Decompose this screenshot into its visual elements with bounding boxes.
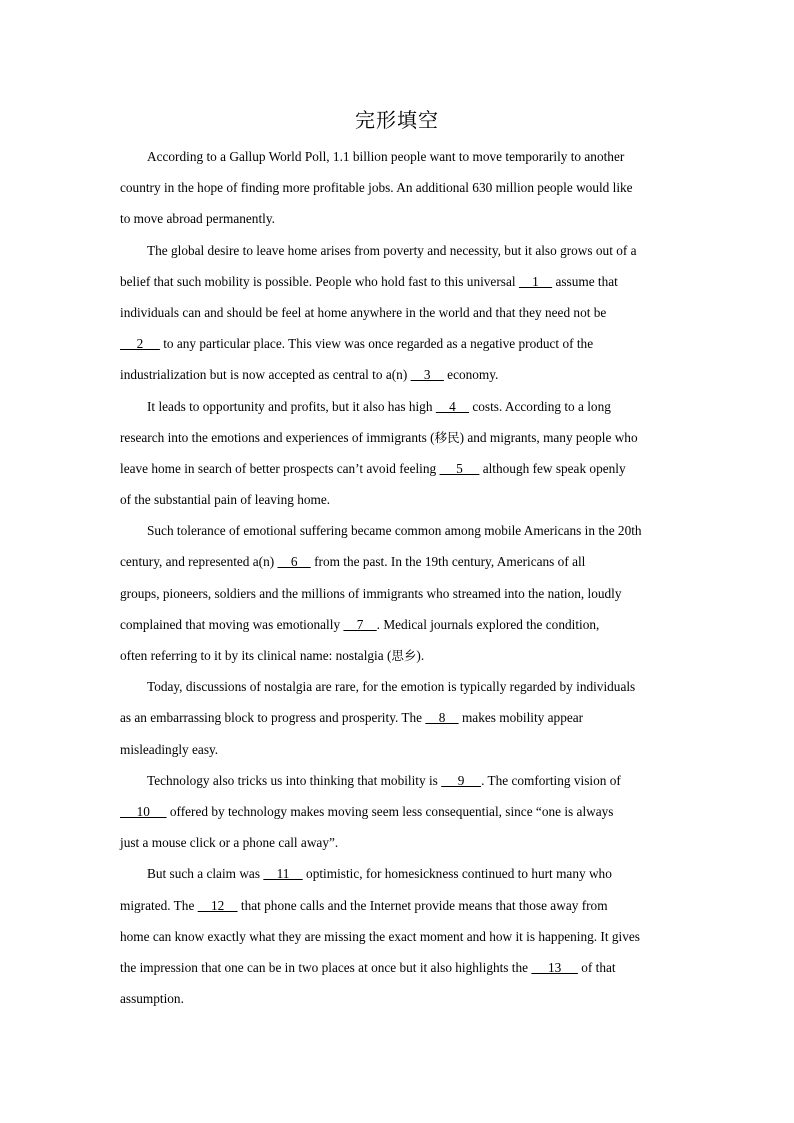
passage-text: century, and represented a(n) (120, 554, 278, 570)
passage-text: migrated. The (120, 897, 198, 913)
passage-line (120, 141, 674, 172)
cloze-blank: 10 (120, 803, 167, 819)
passage-text: to any particular place. This view was once regarded as a negative product of the (159, 336, 594, 352)
passage-text: of the substantial pain of leaving home. (120, 492, 331, 508)
passage-text: ). (416, 648, 425, 663)
passage-text: optimistic, for homesickness continued to hurt many who (302, 866, 612, 882)
passage-line (120, 765, 674, 796)
passage-text: leave home in search of better prospects can’t avoid feeling (120, 460, 440, 476)
passage-text: research into the emotions and experiences of immigrants ( (120, 429, 435, 445)
chinese-gloss: 移民 (434, 429, 460, 445)
passage-text: According to a Gallup World Poll, 1.1 billion people want to move temporarily to another (147, 149, 625, 164)
passage-text: The global desire to leave home arises from poverty and necessity, but it also grows out of a (147, 242, 637, 258)
passage-text: offered by technology makes moving seem less consequential, since “one is always (166, 803, 614, 819)
passage-text: industrialization but is now accepted as central to a(n) (120, 367, 411, 383)
passage-line (120, 546, 674, 577)
passage-line (120, 640, 674, 671)
passage-text: although few speak openly (479, 460, 626, 476)
passage-line (120, 391, 674, 422)
passage-line (120, 921, 674, 952)
passage-text: often referring to it by its clinical name: nostalgia ( (120, 648, 392, 663)
cloze-blank: 5 (439, 460, 480, 476)
passage-line (120, 796, 674, 827)
passage-text: assume that (552, 273, 618, 289)
passage-line (120, 203, 674, 234)
passage-text: just a mouse click or a phone call away”. (120, 835, 339, 851)
passage-line (120, 890, 674, 921)
passage-text: that phone calls and the Internet provide means that those away from (237, 897, 608, 913)
passage-text: makes mobility appear (458, 710, 584, 726)
passage-text: home can know exactly what they are missing the exact moment and how it is happening. It gives (120, 928, 640, 944)
passage-line (120, 484, 674, 515)
passage-line (120, 297, 674, 328)
passage-text: individuals can and should be feel at home anywhere in the world and that they need not be (120, 304, 607, 320)
passage-text: Technology also tricks us into thinking that mobility is (147, 772, 442, 788)
passage-line (120, 671, 674, 702)
passage-line (120, 983, 674, 1014)
passage-text: of that (577, 959, 616, 975)
passage-line (120, 172, 674, 203)
cloze-blank: 9 (441, 772, 482, 788)
passage-text: belief that such mobility is possible. People who hold fast to this universal (120, 273, 519, 289)
passage-line (120, 827, 674, 858)
passage-text: the impression that one can be in two places at once but it also highlights the (120, 959, 532, 975)
cloze-blank: 7 (343, 616, 377, 632)
cloze-blank: 4 (435, 398, 470, 414)
passage-line (120, 578, 674, 609)
passage-text: It leads to opportunity and profits, but it also has high (147, 398, 436, 414)
cloze-blank: 13 (531, 959, 578, 975)
passage-text: But such a claim was (147, 866, 264, 882)
cloze-blank: 6 (277, 554, 311, 570)
passage-line (120, 359, 674, 390)
passage-text: . The comforting vision of (481, 772, 621, 788)
cloze-blank: 8 (425, 710, 459, 726)
passage-line (120, 515, 674, 546)
passage-line (120, 858, 674, 889)
passage-line (120, 453, 674, 484)
passage-line (120, 734, 674, 765)
passage-text: economy. (443, 367, 499, 383)
passage-line (120, 422, 674, 453)
passage-text: Today, discussions of nostalgia are rare, for the emotion is typically regarded by individuals (147, 679, 636, 695)
passage-text: costs. According to a long (469, 398, 611, 414)
passage-text: country in the hope of finding more profitable jobs. An additional 630 million people would like (120, 180, 633, 196)
passage-text: . Medical journals explored the condition, (376, 616, 600, 632)
passage-line (120, 266, 674, 297)
chinese-gloss: 思乡 (391, 648, 417, 663)
passage-text: from the past. In the 19th century, Americans of all (310, 554, 586, 570)
passage-text: Such tolerance of emotional suffering became common among mobile Americans in the 20th (147, 523, 642, 539)
passage-line (120, 952, 674, 983)
cloze-blank: 11 (263, 866, 303, 882)
cloze-blank: 1 (518, 273, 553, 289)
passage-text: groups, pioneers, soldiers and the millions of immigrants who streamed into the nation, loudly (120, 585, 622, 601)
passage-text: to move abroad permanently. (120, 211, 275, 227)
passage-text: as an embarrassing block to progress and prosperity. The (120, 710, 426, 726)
passage-text: ) and migrants, many people who (459, 429, 638, 445)
passage-text: complained that moving was emotionally (120, 616, 344, 632)
passage-line (120, 235, 674, 266)
passage-line (120, 702, 674, 733)
passage-line (120, 328, 674, 359)
cloze-blank: 2 (120, 336, 160, 352)
cloze-blank: 3 (410, 367, 444, 383)
passage-text: misleadingly easy. (120, 741, 219, 757)
cloze-blank: 12 (197, 897, 238, 913)
passage-text: assumption. (120, 991, 184, 1007)
passage-body (120, 141, 674, 1014)
passage-line (120, 609, 674, 640)
page-title: 完形填空 (355, 108, 439, 132)
